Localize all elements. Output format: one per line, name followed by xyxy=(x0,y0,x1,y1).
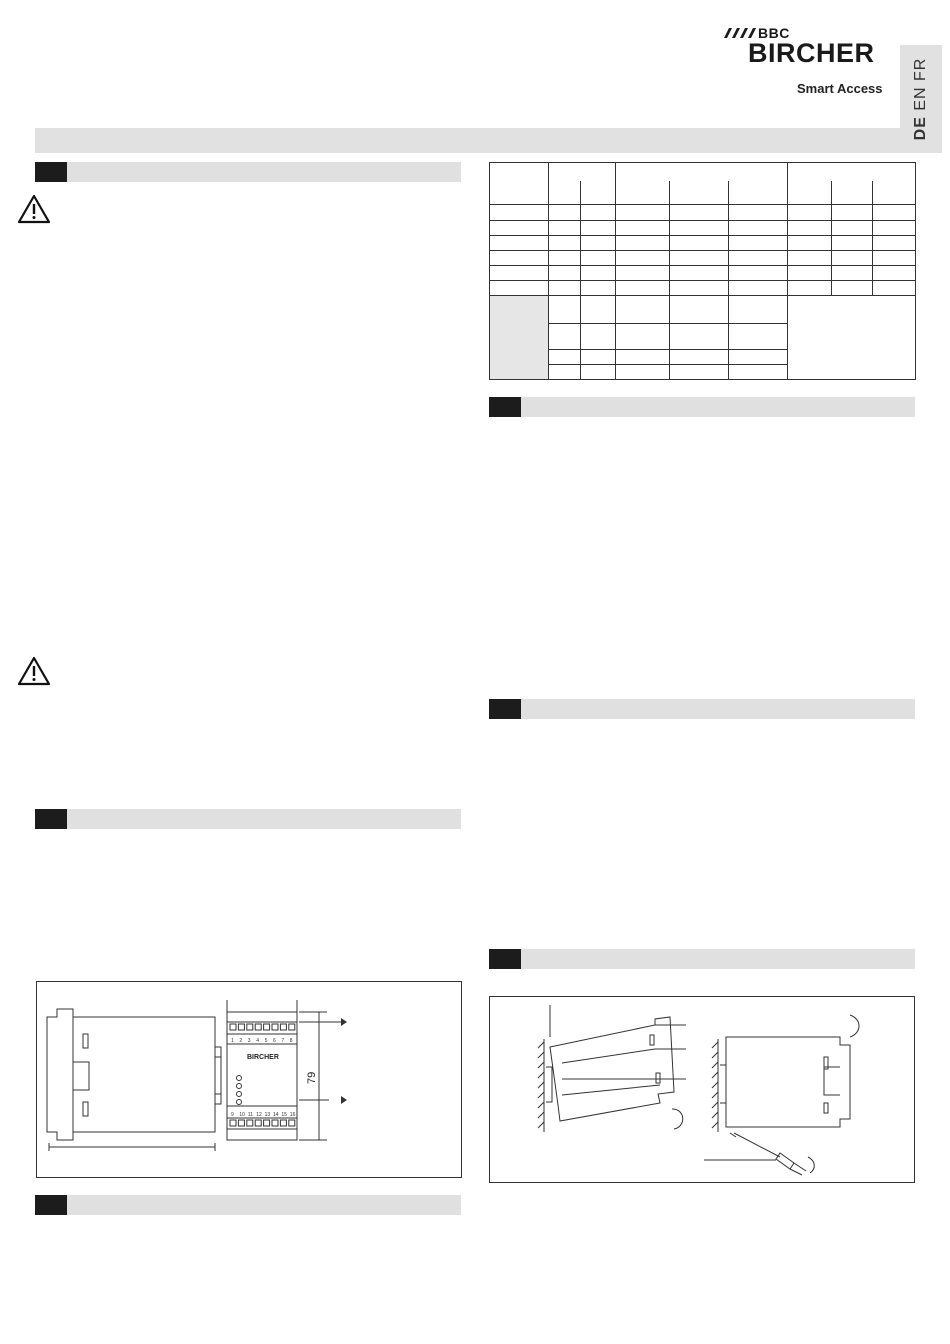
dimension-drawing-box xyxy=(36,981,462,1178)
section-number xyxy=(35,1195,67,1215)
section-header-2 xyxy=(35,809,461,829)
terminal-screw xyxy=(247,1120,253,1126)
terminal-screw xyxy=(247,1024,253,1030)
language-others[interactable]: EN FR xyxy=(912,57,929,111)
table-cell xyxy=(729,181,788,205)
table-cell-shaded xyxy=(490,296,549,380)
table-row xyxy=(490,296,916,324)
table-cell xyxy=(549,163,616,181)
brand-slash-icon xyxy=(724,28,758,38)
terminal-label: 15 xyxy=(281,1112,287,1118)
table-cell xyxy=(873,181,916,205)
table-cell-merged xyxy=(788,296,916,380)
brand-prefix: BBC xyxy=(758,25,790,41)
terminal-label: 16 xyxy=(289,1112,296,1118)
terminal-label: 12 xyxy=(256,1112,262,1118)
table-cell xyxy=(616,163,788,181)
terminal-label: 4 xyxy=(256,1038,259,1044)
section-number xyxy=(35,162,67,182)
terminal-screw xyxy=(264,1120,270,1126)
terminal-label: 13 xyxy=(264,1112,271,1118)
terminal-screw xyxy=(289,1120,295,1126)
table-row xyxy=(490,281,916,296)
table-cell xyxy=(549,181,581,205)
terminal-screw xyxy=(272,1120,278,1126)
brand-tagline: Smart Access xyxy=(797,81,883,96)
language-current[interactable]: DE xyxy=(912,116,929,141)
terminal-screw xyxy=(255,1120,261,1126)
terminal-label: 9 xyxy=(231,1112,234,1118)
terminal-screw xyxy=(272,1024,278,1030)
section-header-3 xyxy=(35,1195,461,1215)
section-number xyxy=(489,949,521,969)
section-number xyxy=(35,809,67,829)
table-row xyxy=(490,205,916,221)
terminal-row-bottom xyxy=(230,1112,296,1126)
specification-table xyxy=(489,162,916,380)
terminal-screw xyxy=(264,1024,270,1030)
terminal-screw xyxy=(255,1024,261,1030)
table-cell xyxy=(581,181,616,205)
terminal-label: 2 xyxy=(239,1038,243,1044)
terminal-label: 10 xyxy=(239,1112,245,1118)
terminal-label: 7 xyxy=(281,1038,285,1044)
dimension-drawing xyxy=(37,982,461,1177)
terminal-label: 1 xyxy=(231,1038,234,1044)
device-logo: BIRCHER xyxy=(247,1054,279,1061)
table-row xyxy=(490,251,916,266)
section-header-5 xyxy=(489,699,915,719)
table-cell xyxy=(670,181,729,205)
terminal-screw xyxy=(238,1120,244,1126)
arrow-right-icon xyxy=(341,1018,347,1026)
table-cell xyxy=(832,181,873,205)
warning-icon xyxy=(17,194,51,224)
section-number xyxy=(489,397,521,417)
table-row xyxy=(490,221,916,236)
language-tab[interactable] xyxy=(900,45,942,153)
title-bar xyxy=(35,128,900,153)
terminal-screw xyxy=(280,1024,286,1030)
table-cell xyxy=(788,163,916,181)
mounting-drawing xyxy=(490,997,914,1182)
terminal-label: 8 xyxy=(289,1038,293,1044)
terminal-label: 5 xyxy=(264,1038,268,1044)
section-number xyxy=(489,699,521,719)
brand-logo: BIRCHER xyxy=(748,38,875,68)
warning-icon xyxy=(17,656,51,686)
terminal-screw xyxy=(280,1120,286,1126)
arrow-right-icon xyxy=(341,1096,347,1104)
terminal-screw xyxy=(289,1024,295,1030)
terminal-screw xyxy=(230,1024,236,1030)
terminal-label: 6 xyxy=(273,1038,276,1044)
table-cell xyxy=(490,163,549,205)
terminal-label: 3 xyxy=(247,1038,251,1044)
section-header-4 xyxy=(489,397,915,417)
table-cell xyxy=(616,181,670,205)
terminal-screw xyxy=(230,1120,236,1126)
mounting-drawing-box xyxy=(489,996,915,1183)
table-cell xyxy=(788,181,832,205)
terminal-label: 14 xyxy=(273,1112,279,1118)
table-row xyxy=(490,236,916,251)
height-dimension-label: 79 xyxy=(306,1071,318,1084)
section-header-1 xyxy=(35,162,461,182)
terminal-screw xyxy=(238,1024,244,1030)
terminal-label: 11 xyxy=(247,1112,254,1118)
section-header-6 xyxy=(489,949,915,969)
table-row xyxy=(490,266,916,281)
